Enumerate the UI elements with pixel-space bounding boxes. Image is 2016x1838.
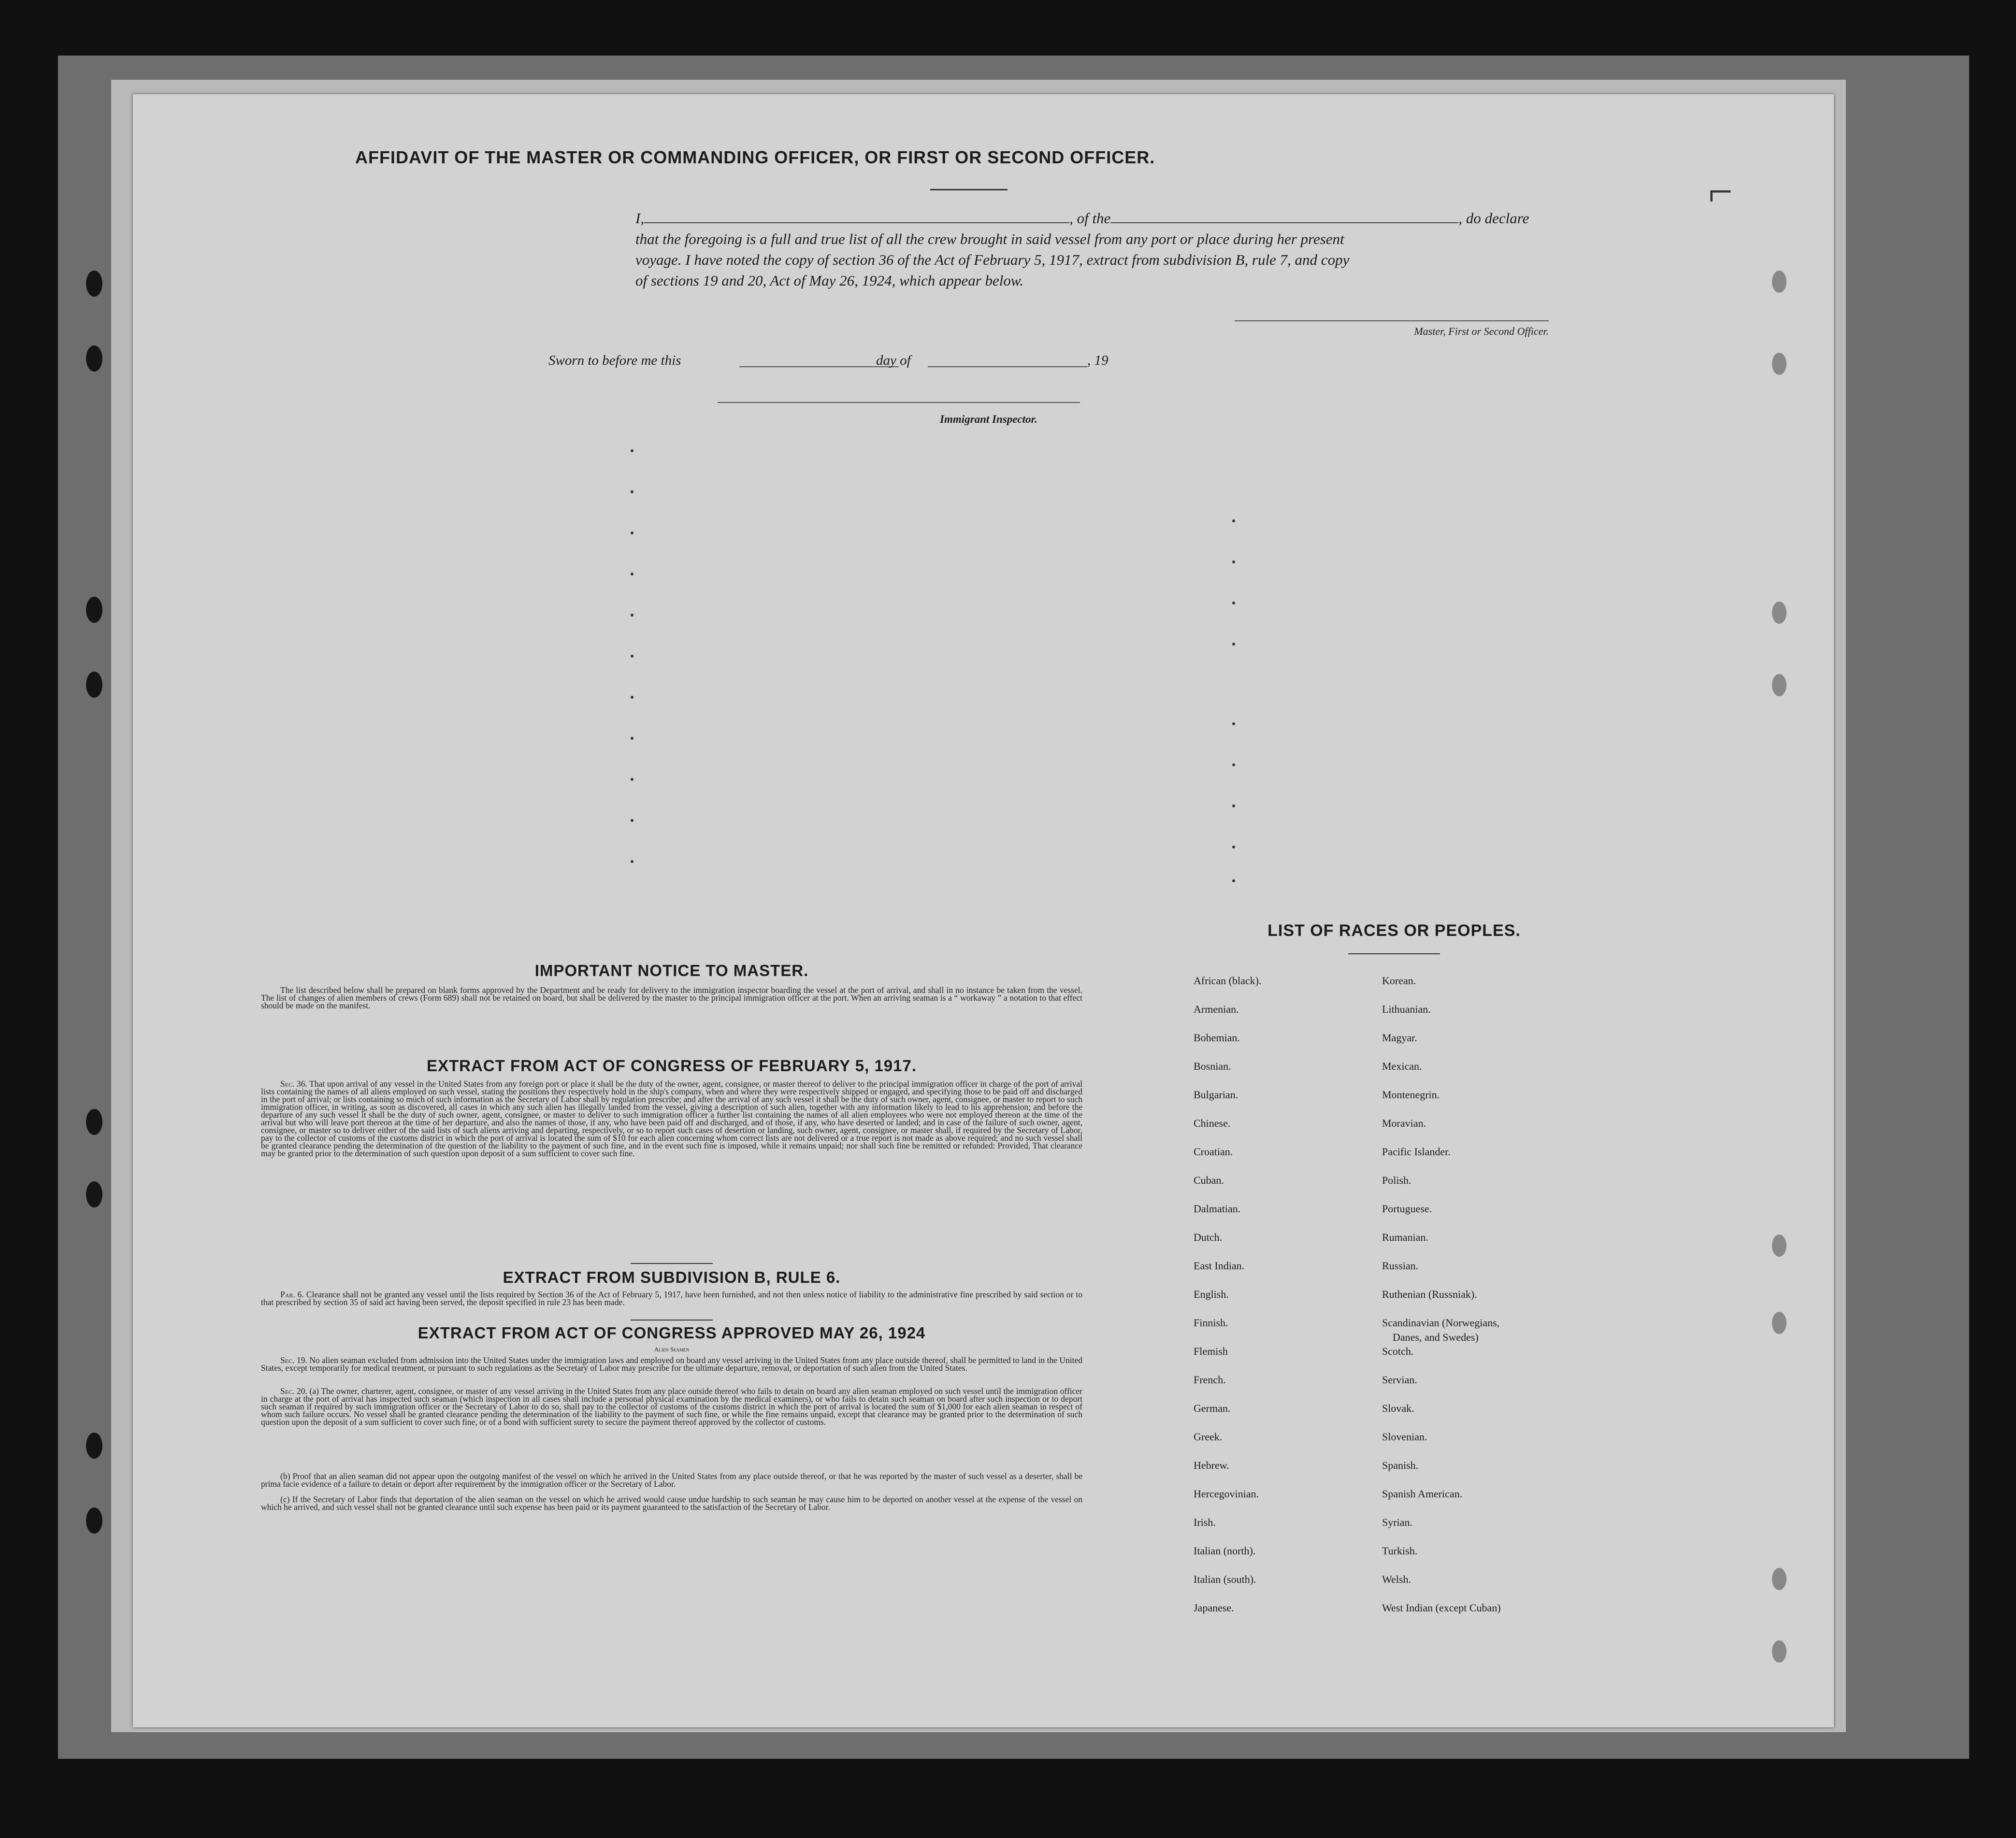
declaration-line-3: voyage. I have noted the copy of section 36 of the Act of February 5, 1917, extract from subdivision B, rule 7, and copy bbox=[635, 251, 1350, 268]
bleed-dot bbox=[631, 573, 634, 575]
bleed-dot bbox=[631, 737, 634, 740]
bleed-dot bbox=[1232, 804, 1235, 807]
race-item: Montenegrin. bbox=[1382, 1089, 1440, 1101]
race-item: Polish. bbox=[1382, 1174, 1411, 1186]
punch-hole bbox=[1772, 1312, 1786, 1334]
vessel-name-field[interactable] bbox=[1110, 212, 1458, 223]
race-item: Russian. bbox=[1382, 1260, 1419, 1272]
bleed-dot bbox=[631, 490, 634, 493]
notice-text: The list described below shall be prepared on blank forms approved by the Department and be ready for delivery to the immigration inspector boarding the vessel at the port of arrival, and shall in no instance be taken from the vessel. The list of changes of alien members of crews (Form 689) shall not be retained on board, but shall be delivered by the master to the principal immigration officer at the port. When an arriving seaman is a “ workaway ” a notation to that effect should be made on the manifest. bbox=[261, 985, 1082, 1010]
binder-hole bbox=[86, 1433, 102, 1459]
race-item: Pacific Islander. bbox=[1382, 1146, 1451, 1158]
extract-rule6-title: EXTRACT FROM SUBDIVISION B, RULE 6. bbox=[503, 1268, 841, 1286]
race-item: Korean. bbox=[1382, 975, 1416, 987]
day-of-label: day of bbox=[876, 353, 911, 368]
master-signature-label: Master, First or Second Officer. bbox=[1414, 325, 1549, 337]
extract-1924-sec20c: (c) If the Secretary of Labor finds that deportation of the alien seaman on the vessel on which he arrived would cause undue hardship to such seaman he may cause him to be deported on another vessel at the expense of the vessel on which he arrived, and such vessel shall not be granted clearance until such expense has been paid or its payment guaranteed to the satisfaction of the Secretary of Labor. bbox=[261, 1494, 1082, 1512]
race-item: Bosnian. bbox=[1194, 1060, 1231, 1072]
race-item: Portuguese. bbox=[1382, 1203, 1432, 1215]
section-20-label: Sec. 20. bbox=[280, 1386, 307, 1396]
extract-1924-sec19 bbox=[261, 1356, 1082, 1372]
race-item: Croatian. bbox=[1194, 1146, 1233, 1158]
binder-hole bbox=[86, 345, 102, 372]
bleed-dot bbox=[1232, 519, 1235, 522]
races-title: LIST OF RACES OR PEOPLES. bbox=[1267, 921, 1521, 940]
section-36-text: That upon arrival of any vessel in the United States from any foreign port or place it shall be the duty of the owner, agent, consignee, or master thereof to deliver to the principal immigration officer in charge of the port of arrival lists containing the names of all aliens employed on such vessel, stating the positions they respectively hold in the ship's company, when and where they were respectively shipped or engaged, and specifying those to be paid off and discharged in the port of arrival; or lists containing so much of such information as the Secretary of Labor shall by regulation prescribe; and after the arrival of any such vessel it shall be the duty of such owner, agent, consignee, or master to report to such immigration officer, in writing, as soon as discovered, all cases in which any such alien has illegally landed from the vessel, giving a description of such alien, together with any information likely to lead to his apprehension; and before the departure of any such vessel it shall be the duty of such owner, agent, consignee, or master to deliver to such immigration officer a further list containing the names of all alien employees who were not employed thereon at the time of the arrival but who will leave port thereon at the time of her departure, and also the names of those, if any, who have been paid off and discharged, and of those, if any, who have deserted or landed; and in case of the failure of such owner, agent, consignee, or master so to deliver either of the said lists of such aliens arriving and departing, respectively, or so to report such cases of desertion or landing, such owner, agent, consignee, or master shall, if required by the Secretary of Labor, pay to the collector of customs of the customs district in which the port of arrival is located the sum of $10 for each alien concerning whom correct lists are not delivered or a true report is not made as above required; and no such vessel shall be granted clearance pending the determination of the question of the liability to the payment of such fine, and in the event such fine is imposed, while it remains unpaid; nor shall such fine be remitted or refunded: Provided, That clearance may be granted prior to the determination of such question upon deposit of a sum sufficient to cover such fine. bbox=[261, 1079, 1082, 1158]
race-item: Irish. bbox=[1194, 1516, 1216, 1528]
pencil-mark: ⌐ bbox=[1708, 168, 1733, 215]
race-item: Syrian. bbox=[1382, 1516, 1412, 1528]
race-item: Dutch. bbox=[1194, 1231, 1223, 1243]
punch-hole bbox=[1772, 271, 1786, 293]
sworn-month-line[interactable] bbox=[928, 366, 1087, 367]
divider-rule bbox=[631, 1320, 713, 1321]
race-item: French. bbox=[1194, 1374, 1226, 1386]
race-item: Japanese. bbox=[1194, 1602, 1234, 1614]
race-item: Greek. bbox=[1194, 1431, 1223, 1443]
section-19-label: Sec. 19. bbox=[280, 1355, 307, 1365]
punch-hole bbox=[1772, 1568, 1786, 1590]
race-item: Italian (north). bbox=[1194, 1545, 1256, 1557]
bleed-dot bbox=[1232, 602, 1235, 604]
race-item: West Indian (except Cuban) bbox=[1382, 1602, 1501, 1614]
bleed-dot bbox=[631, 531, 634, 534]
paragraph-6-text: Clearance shall not be granted any vessel until the lists required by Section 36 of the Act of February 5, 1917, have been furnished, and not then unless notice of liability to the administrative fine prescribed by said section or to that prescribed by section 35 of said act having been served, the deposit specified in rule 23 has been made. bbox=[261, 1290, 1083, 1307]
race-item: Flemish bbox=[1194, 1345, 1228, 1357]
notice-title: IMPORTANT NOTICE TO MASTER. bbox=[534, 962, 809, 979]
race-item: Slovenian. bbox=[1382, 1431, 1427, 1443]
race-item: Finnish. bbox=[1194, 1317, 1228, 1329]
binder-hole bbox=[86, 1508, 102, 1534]
bleed-dot bbox=[1232, 879, 1235, 882]
binder-hole bbox=[86, 1181, 102, 1207]
bleed-dot bbox=[1232, 763, 1235, 766]
race-item: Turkish. bbox=[1382, 1545, 1418, 1557]
year-prefix: , 19 bbox=[1087, 353, 1109, 368]
race-item: Magyar. bbox=[1382, 1032, 1417, 1044]
bleed-dot bbox=[1232, 722, 1235, 725]
affidavit-title: AFFIDAVIT OF THE MASTER OR COMMANDING OFFICER, OR FIRST OR SECOND OFFICER. bbox=[355, 147, 1155, 167]
race-item: East Indian. bbox=[1194, 1260, 1245, 1272]
declaration-line-2: that the foregoing is a full and true list of all the crew brought in said vessel from any port or place during her present bbox=[635, 230, 1344, 247]
race-item: Hebrew. bbox=[1194, 1459, 1229, 1471]
race-scandinavian-continuation: Danes, and Swedes) bbox=[1393, 1331, 1479, 1343]
binder-hole bbox=[86, 1109, 102, 1135]
bleed-dot bbox=[631, 778, 634, 781]
race-item: Spanish American. bbox=[1382, 1488, 1463, 1500]
divider-rule bbox=[631, 1263, 713, 1264]
section-36-label: Sec. 36. bbox=[280, 1079, 307, 1089]
race-item: English. bbox=[1194, 1288, 1229, 1300]
declarant-name-field[interactable] bbox=[644, 212, 1069, 223]
race-item: Servian. bbox=[1382, 1374, 1417, 1386]
race-item: German. bbox=[1194, 1402, 1231, 1414]
extract-1924-subtitle: Alien Seamen bbox=[654, 1346, 690, 1353]
sworn-day-line[interactable] bbox=[739, 366, 899, 367]
extract-1924-sec20 bbox=[261, 1387, 1082, 1426]
bleed-dot bbox=[631, 614, 634, 617]
punch-hole bbox=[1772, 602, 1786, 624]
race-item: Welsh. bbox=[1382, 1573, 1411, 1585]
declarant-prefix: I, bbox=[635, 210, 645, 227]
extract-1924-sec20b: (b) Proof that an alien seaman did not appear upon the outgoing manifest of the vessel on which he arrived in the United States from any place outside thereof, or that he was reported by the master of such vessel as a deserter, shall be prima facie evidence of a failure to detain or deport after requirement by the immigration officer or the Secretary of Labor. bbox=[261, 1471, 1082, 1489]
sworn-label: Sworn to before me this bbox=[548, 353, 681, 368]
race-item: Mexican. bbox=[1382, 1060, 1422, 1072]
race-item: Scotch. bbox=[1382, 1345, 1414, 1357]
race-item: Scandinavian (Norwegians, bbox=[1382, 1317, 1500, 1329]
bleed-dot bbox=[1232, 643, 1235, 646]
race-item: Dalmatian. bbox=[1194, 1203, 1241, 1215]
race-item: Cuban. bbox=[1194, 1174, 1224, 1186]
master-signature-line[interactable] bbox=[1235, 320, 1549, 321]
inspector-signature-line[interactable] bbox=[718, 402, 1080, 403]
section-19-text: No alien seaman excluded from admission into the United States under the immigration laws and employed on board any vessel arriving in the United States from any place outside thereof, shall be permitted to land in the United States, except temporarily for medical treatment, or pursuant to such regulations as the Secretary of Labor may prescribe for the ultimate departure, removal, or deportation of such alien from the United States. bbox=[261, 1355, 1082, 1373]
declaration-line-1 bbox=[635, 208, 1529, 229]
title-rule bbox=[930, 189, 1008, 190]
race-item: Chinese. bbox=[1194, 1117, 1231, 1129]
race-item: Spanish. bbox=[1382, 1459, 1419, 1471]
punch-hole bbox=[1772, 674, 1786, 696]
extract-1917-title: EXTRACT FROM ACT OF CONGRESS OF FEBRUARY 5, 1917. bbox=[426, 1057, 917, 1075]
bleed-dot bbox=[631, 449, 634, 452]
race-item: Ruthenian (Russniak). bbox=[1382, 1288, 1477, 1300]
binder-hole bbox=[86, 271, 102, 297]
binder-hole bbox=[86, 672, 102, 698]
extract-1924-title: EXTRACT FROM ACT OF CONGRESS APPROVED MAY 26, 1924 bbox=[418, 1324, 926, 1342]
do-declare-label: , do declare bbox=[1458, 210, 1529, 227]
of-the-label: , of the bbox=[1069, 210, 1111, 227]
race-item: Bulgarian. bbox=[1194, 1089, 1238, 1101]
bleed-dot bbox=[1232, 560, 1235, 563]
race-item: Lithuanian. bbox=[1382, 1003, 1431, 1015]
section-20-text: (a) The owner, charterer, agent, consignee, or master of any vessel arriving in the United States from any place outside thereof who fails to detain on board any alien seaman employed on such vessel until the immigration officer in charge at the port of arrival has inspected such seaman (which inspection in all cases shall include a personal physical examination by the medical examiners), or who fails to detain such seaman on board after such inspection or to deport such seaman if required by such immigration officer or the Secretary of Labor to do so, shall pay to the collector of customs of the customs district in which the port of arrival is located the sum of $1,000 for each alien seaman in respect of whom such failure occurs. No vessel shall be granted clearance pending the determination of the liability to the payment of such fine, or while the fine remains unpaid, except that clearance may be granted prior to the determination of such question upon the deposit of a sum sufficient to cover such fine, or of a bond with sufficient surety to secure the payment thereof approved by the collector of customs. bbox=[261, 1386, 1082, 1427]
race-item: Italian (south). bbox=[1194, 1573, 1256, 1585]
declaration-line-4: of sections 19 and 20, Act of May 26, 1924, which appear below. bbox=[635, 272, 1024, 289]
inspector-label: Immigrant Inspector. bbox=[940, 413, 1037, 425]
punch-hole bbox=[1772, 1235, 1786, 1257]
race-item: Bohemian. bbox=[1194, 1032, 1240, 1044]
race-item: African (black). bbox=[1194, 975, 1262, 987]
punch-hole bbox=[1772, 1640, 1786, 1663]
paragraph-6-label: Par. 6. bbox=[280, 1290, 304, 1299]
extract-1917-text bbox=[261, 1080, 1082, 1157]
races-title-rule bbox=[1348, 953, 1440, 954]
race-item: Armenian. bbox=[1194, 1003, 1239, 1015]
bleed-dot bbox=[631, 819, 634, 822]
bleed-dot bbox=[631, 655, 634, 658]
affidavit-page bbox=[133, 94, 1834, 1727]
race-item: Hercegovinian. bbox=[1194, 1488, 1259, 1500]
bleed-dot bbox=[1232, 846, 1235, 848]
punch-hole bbox=[1772, 353, 1786, 375]
bleed-dot bbox=[631, 696, 634, 699]
race-item: Slovak. bbox=[1382, 1402, 1414, 1414]
bleed-dot bbox=[631, 860, 634, 863]
race-item: Moravian. bbox=[1382, 1117, 1426, 1129]
binder-hole bbox=[86, 597, 102, 623]
race-item: Rumanian. bbox=[1382, 1231, 1428, 1243]
extract-rule6-text bbox=[261, 1291, 1082, 1306]
